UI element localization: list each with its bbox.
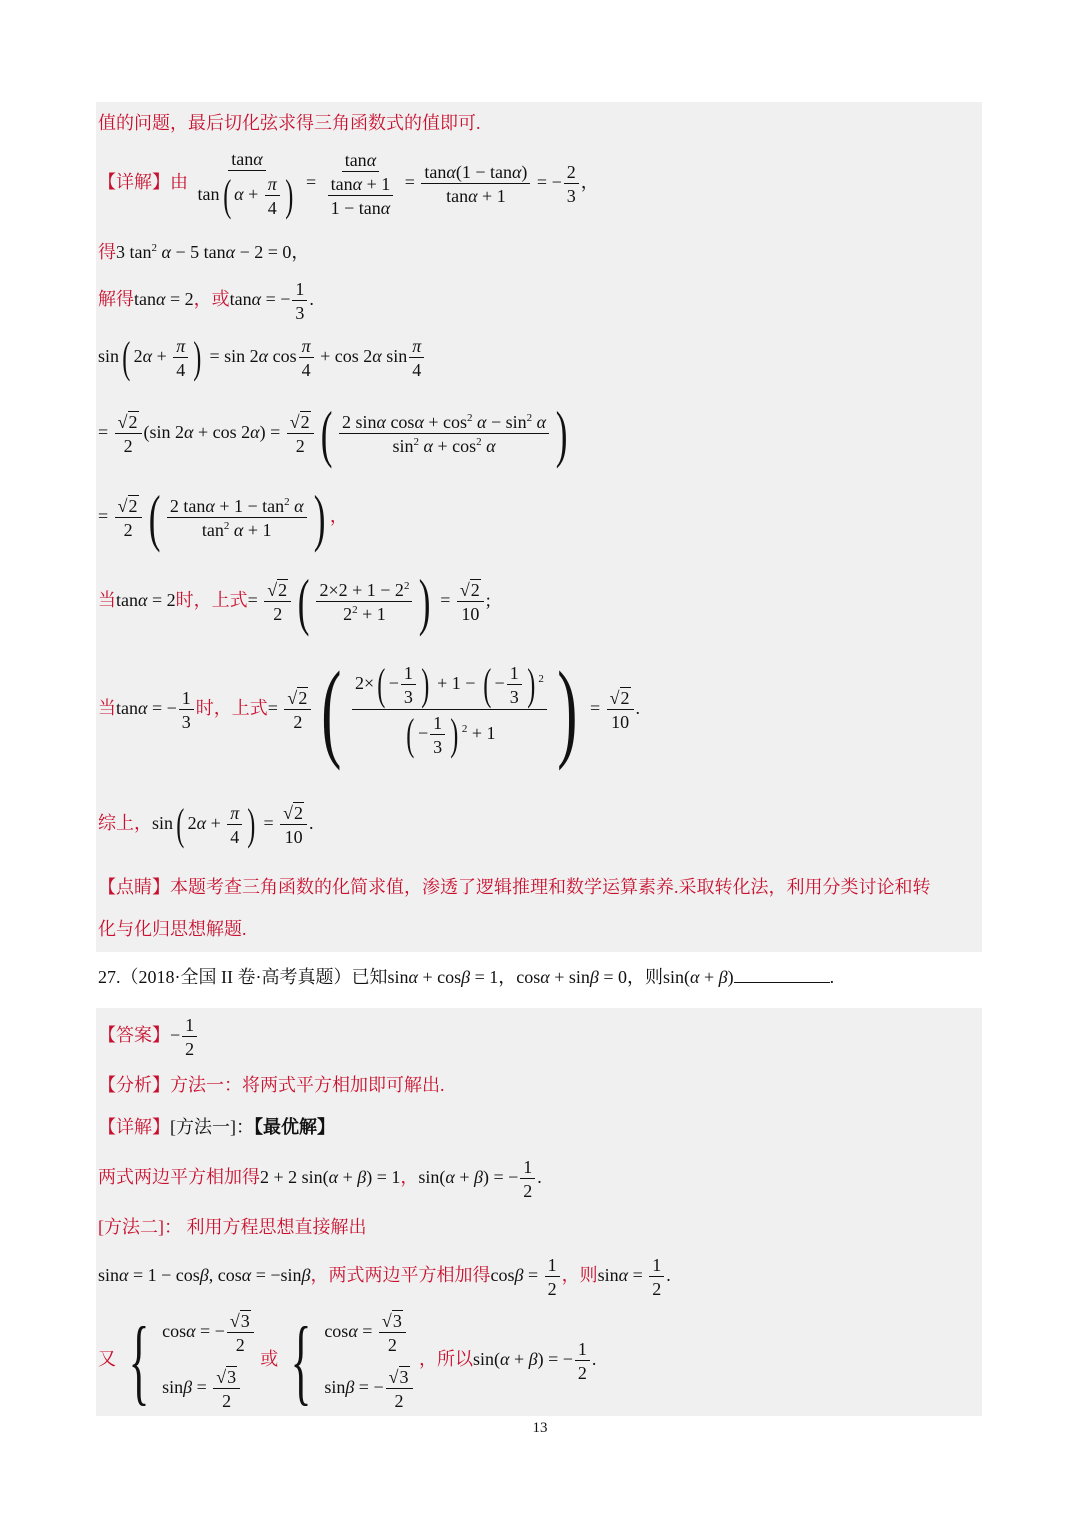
note-line: 【点睛】本题考查三角函数的化简求值，渗透了逻辑推理和数学运算素养.采取转化法，利用分类讨论和转 <box>98 877 931 897</box>
equation-line: 得3 $\tan^2 \alpha - 5$ tanα − 2 = 0， <box>98 242 310 262</box>
analysis-line: 【分析】方法一：将两式平方相加即可解出. <box>98 1075 445 1095</box>
method2-line: [方法二]： 利用方程思想直接解出 <box>98 1217 367 1237</box>
answer-line: 【答案】− $\frac{1}{2}$ <box>98 1016 199 1058</box>
equation-line: 两式两边平方相加得2 + 2 sin(α + β) = 1，sin(α + β) = − $\frac{1}{2}$ . <box>98 1157 542 1201</box>
question-27: 27.（2018·全国 II 卷·高考真题）已知sinα + cosβ = 1，cosα + sinβ = 0，则sin(α + β) . <box>98 967 835 987</box>
equation-line: 当tanα = 2时，上式= √ $\frac{2}{2}$ ( $\frac{2\times 2 + 1 - 2^2}{2^2 + 1}$ ) = √ $\frac{2}{10}$ ; <box>98 570 491 634</box>
equation-line: = √ $\frac{2}{2}$ (sin 2α + cos 2α) = √ $\frac{2}{2}$ ( $\frac{2 \sin\alpha \cos\alpha + \cos^2 \alpha - \sin^2 \alpha}{\sin^2 \alpha + \cos^2 \alpha}$ ) <box>98 402 572 466</box>
page-number: 13 <box>532 1420 548 1436</box>
equation-line: sin( 2α + $\frac{\pi}{4}$ ) = sin 2α cos $\frac{\pi}{4}$ + cos 2α sin $\frac{\pi}{4}$ <box>98 336 426 380</box>
equation-line: 当tanα = − $\frac{1}{3}$ 时，上式= √ $\frac{2}{2}$ ( 2×( − $\frac{1}{3}$ ) + 1 − ( − $\frac{1}{3}$ ) $^2$ ( − $\frac{1}{3}$ ) $^2$ + 1 ) = √ $\frac{2}{10}$ . <box>98 655 640 765</box>
equation-line: 又 { cosα = − √ $\frac{3}{2}$ sinβ = √ $\frac{3}{2}$ 或 { cosα = √ $\frac{3}{2}$ sinβ = − √ $\frac{3}{2}$ ，所以sin(α + β) = − $\frac{1}{2}$ . <box>98 1312 596 1410</box>
equation-line: 【详解】由 tanα tan( α + $\frac{\pi}{4}$ ) = $\frac{\tan\alpha}{\frac{\tan\alpha + 1}{1 - \tan\alpha}}$ = $\frac{\tan\alpha(1 - \tan\alpha)}{\tan\alpha + 1}$ = − $\frac{2}{3}$ ， <box>98 149 599 220</box>
equation-line: 综上，sin( 2α + $\frac{\pi}{4}$ ) = √ $\frac{2}{10}$ . <box>98 803 314 847</box>
equation-line: sinα = 1 − cosβ, cosα = −sinβ，两式两边平方相加得cosβ = $\frac{1}{2}$ ，则sinα = $\frac{1}{2}$ . <box>98 1255 671 1299</box>
text-line: 值的问题，最后切化弦求得三角函数式的值即可. <box>98 113 481 133</box>
detail-tag: 【详解】由 <box>98 172 188 193</box>
note-line: 化与化归思想解题. <box>98 919 247 939</box>
detail-line: 【详解】[方法一]：【最优解】 <box>98 1117 335 1137</box>
equation-line: = √ $\frac{2}{2}$ ( $\frac{2 \tan\alpha + 1 - \tan^2 \alpha}{\tan^2 \alpha + 1}$ ) ， <box>98 486 348 550</box>
equation-line: 解得tanα = 2，或tanα = − $\frac{1}{3}$ . <box>98 279 314 323</box>
